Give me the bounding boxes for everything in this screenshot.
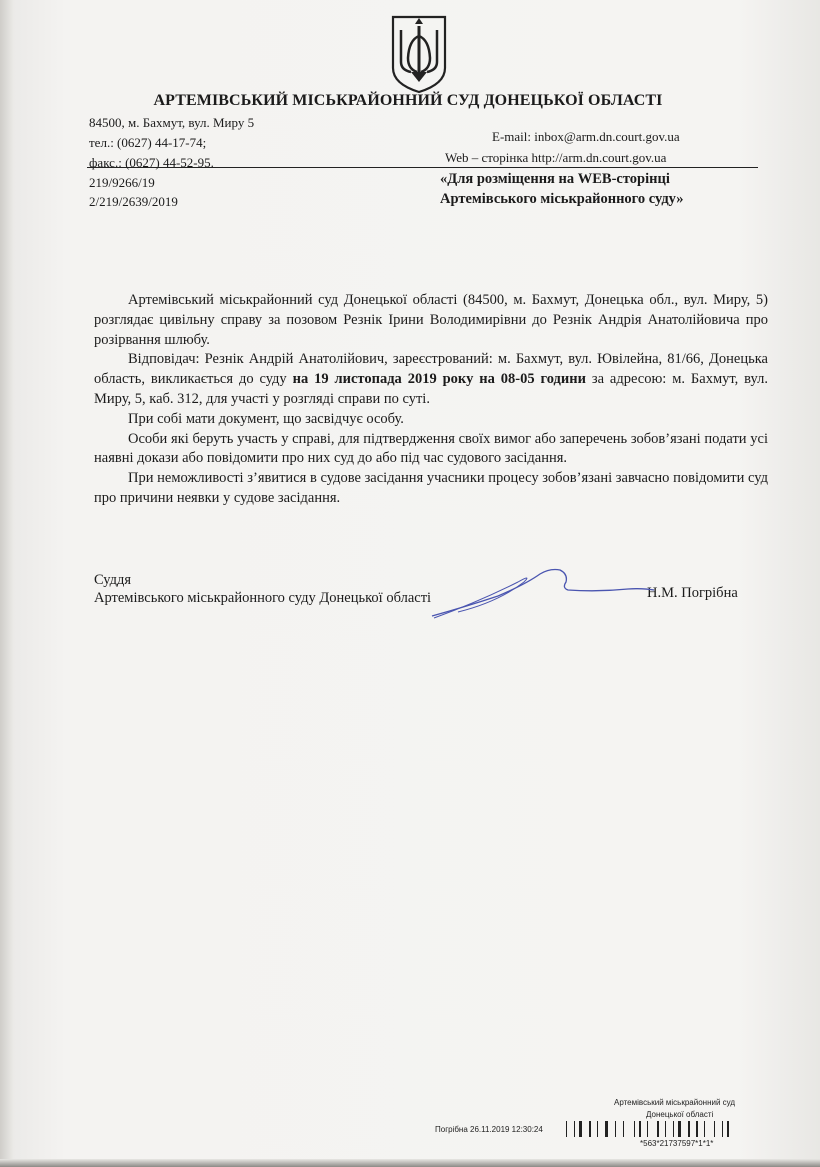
court-fax: факс.: (0627) 44-52-95. [89,155,214,170]
signature-court: Артемівського міськрайонного суду Донецької області [94,590,432,606]
header-divider [87,167,758,168]
barcode-bar [688,1121,690,1137]
barcode-bar [566,1121,567,1137]
case-number-2: 2/219/2639/2019 [89,194,178,209]
barcode-bar [597,1121,598,1137]
scan-edge-bottom [0,1159,820,1167]
barcode-bar [574,1121,575,1137]
barcode-bar [579,1121,582,1137]
barcode-text: *563*21737597*1*1* [640,1139,714,1148]
court-address: 84500, м. Бахмут, вул. Миру 5 [89,115,255,130]
paragraph-evidence: Особи які беруть участь у справі, для підтвердження своїх вимог або заперечень зобов’язані подати усі наявні докази або повідомити про них суд до або під час судового засідання. [94,430,768,467]
judge-name: Н.М. Погрібна [647,585,738,601]
coat-of-arms-icon [389,14,449,94]
paragraph-case: Артемівський міськрайонний суд Донецької області (84500, м. Бахмут, Донецька обл., вул. Миру, 5) розглядає цивільну справу за позовом Резнік Ірини Володимирівни до Резнік Андрія Анатолійовича про розірвання шлюбу. [94,292,768,348]
barcode-bar [704,1121,705,1137]
court-title: АРТЕМІВСЬКИЙ МІСЬКРАЙОННИЙ СУД ДОНЕЦЬКОЇ ОБЛАСТІ [153,92,663,109]
electronic-signature-stamp: Погрібна 26.11.2019 12:30:24 [435,1125,543,1134]
notice-body [94,291,768,509]
court-email: E-mail: inbox@arm.dn.court.gov.ua [492,129,680,144]
barcode-bar [696,1121,698,1137]
paragraph-id: При собі мати документ, що засвідчує особу. [128,410,404,427]
barcode-bar [665,1121,666,1137]
web-note-line2: Артемівського міськрайонного суду» [440,191,684,207]
barcode-bar [615,1121,616,1137]
barcode-bar [647,1121,648,1137]
barcode-bar [678,1121,681,1137]
court-website: Web – сторінка http://arm.dn.court.gov.ua [445,150,667,165]
barcode-bar [727,1121,729,1137]
barcode-bar [589,1121,591,1137]
case-number-1: 219/9266/19 [89,175,155,190]
web-note-line1: «Для розміщення на WEB-сторінці [440,171,670,187]
scan-edge-left [0,0,14,1167]
signature-title: Суддя [94,572,132,588]
barcode-bar [605,1121,608,1137]
barcode-bar [639,1121,641,1137]
court-phone: тел.: (0627) 44-17-74; [89,135,207,150]
paragraph-absence: При неможливості з’явитися в судове засідання учасники процесу зобов’язані завчасно повідомити суд про причини неявки у судове засідання. [94,470,768,506]
stamp-court-line2: Донецької області [646,1110,714,1119]
barcode-bar [714,1121,715,1137]
handwritten-signature-icon [428,562,658,624]
stamp-court-line1: Артемівський міськрайонний суд [614,1098,736,1107]
barcode-bar [673,1121,674,1137]
barcode [566,1121,804,1137]
hearing-date: на 19 листопада 2019 року на 08-05 години [292,371,586,388]
paragraph-summons: Відповідач: Резнік Андрій Анатолійович, зареєстрований: м. Бахмут, вул. Ювілейна, 81/66, Донецька область, викликається до суду на 19 листопада 2019 року на 08-05 години за адресою: м. Бахмут, вул. Миру, 5, каб. 312, для участі у розгляді справи по суті. [94,351,768,407]
barcode-bar [722,1121,723,1137]
barcode-bar [634,1121,635,1137]
barcode-bar [623,1121,624,1137]
barcode-bar [657,1121,659,1137]
